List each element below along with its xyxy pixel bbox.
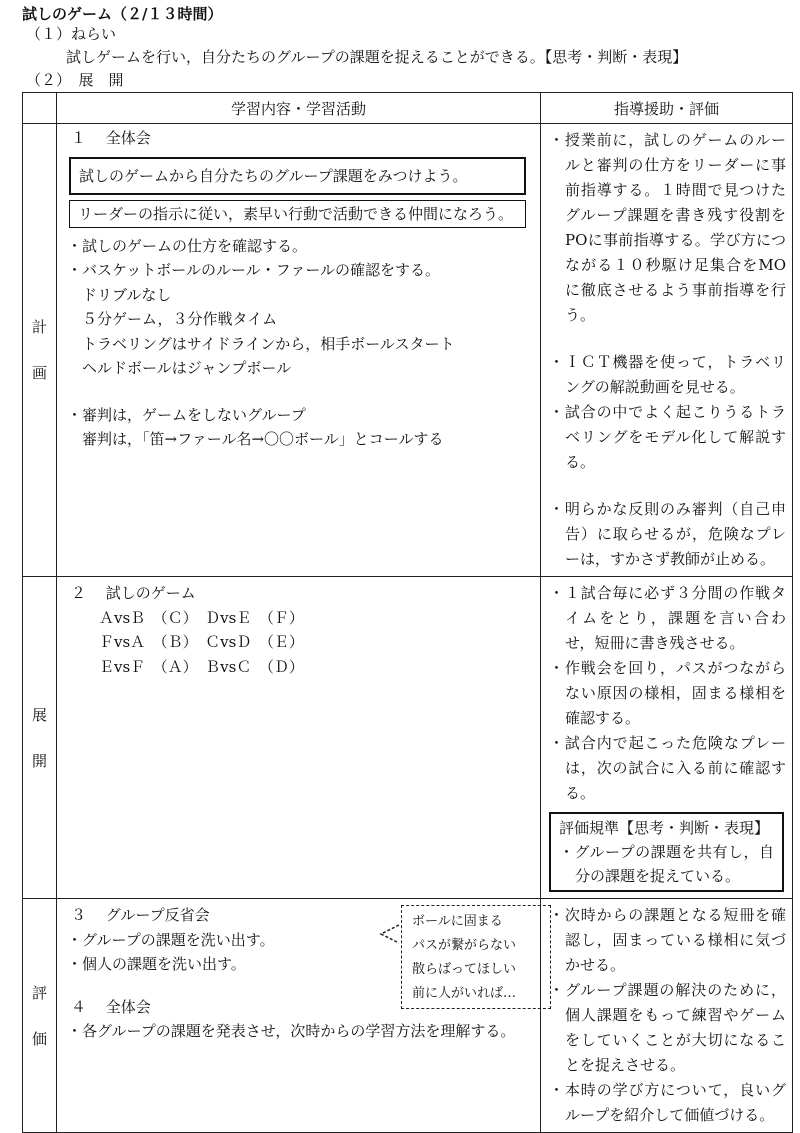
list-item: ・グループの課題を洗い出す。 [67, 930, 275, 949]
evaluation-activities [57, 899, 541, 1133]
list-item: ドリブルなし [67, 285, 172, 304]
speech-bubble [401, 905, 551, 1009]
planning-support [541, 124, 793, 577]
match-line: ＡvsＢ （Ｃ） ＤvsＥ （Ｆ） [99, 608, 304, 627]
evaluation-support [541, 899, 793, 1133]
list-item: ・各グループの課題を発表させ，次時からの学習方法を理解する。 [67, 1022, 516, 1040]
planning-row [23, 124, 793, 577]
planning-support-list [541, 124, 792, 576]
evaluation-criteria-box [549, 812, 784, 892]
aim-heading: （１）ねらい [26, 25, 117, 43]
document-title: 試しのゲーム（２/１３時間） [22, 5, 223, 23]
development-support [541, 577, 793, 899]
list-item: ・作戦会を回り，パスがつながらない原因の様相，固まる様相を確認する。 [549, 659, 786, 727]
col-header-activities: 学習内容・学習活動 [57, 93, 541, 124]
list-item: ・明らかな反則のみ審判（自己申告）に取らせるが，危険なプレーは，すかさず教師が止める。 [549, 500, 786, 568]
phase-char: 画 [31, 364, 47, 382]
list-item: トラベリングはサイドラインから，相手ボールスタート [67, 334, 455, 353]
development-row [23, 577, 793, 899]
phase-char: 価 [31, 1029, 47, 1048]
spacer [549, 328, 786, 350]
group-goal-text: リーダーの指示に従い，素早い行動で活動できる仲間になろう。 [78, 204, 514, 223]
lesson-goal-box: 試しのゲームから自分たちのグループ課題をみつけよう。 [69, 157, 526, 195]
aim-text: 試しゲームを行い，自分たちのグループの課題を捉えることができる。【思考・判断・表現】 [66, 48, 688, 66]
list-item: ・個人の課題を洗い出す。 [67, 955, 246, 973]
list-item: ・試合内で起こった危険なプレーは，次の試合に入る前に確認する。 [549, 734, 786, 802]
header-row [23, 93, 793, 124]
planning-activities [57, 124, 541, 577]
section-title: ２ 試しのゲーム [71, 584, 196, 602]
evaluation-criteria-title: 評価規準【思考・判断・表現】 [559, 819, 770, 837]
match-line: ＥvsＦ （Ａ） ＢvsＣ （Ｄ） [99, 657, 304, 676]
lesson-plan-table [22, 92, 793, 1133]
phase-char: 評 [31, 983, 47, 1002]
bubble-line: パスが繋がらない [412, 938, 517, 953]
col-header-support: 指導援助・評価 [541, 93, 793, 124]
phase-planning [23, 124, 57, 577]
section-title: １ 全体会 [71, 129, 151, 147]
section-title: ３ グループ反省会 [71, 906, 210, 924]
bubble-line: 前に人がいれば… [412, 986, 517, 1001]
list-item: ・審判は，ゲームをしないグループ [67, 405, 306, 424]
planning-activity-list [67, 234, 532, 452]
list-item: ・１試合毎に必ず３分間の作戦タイムをとり，課題を言い合わせ，短冊に書き残させる。 [549, 584, 786, 652]
phase-char: 開 [31, 751, 47, 770]
evaluation-row [23, 899, 793, 1133]
phase-char: 展 [31, 705, 47, 724]
development-support-list [549, 581, 786, 806]
list-item: ・バスケットボールのルール・ファールの確認をする。 [67, 261, 441, 279]
list-item: ・試しのゲームの仕方を確認する。 [67, 236, 308, 255]
bubble-line: 散らばってほしい [412, 962, 517, 977]
list-item: ５分ゲーム，３分作戦タイム [67, 310, 278, 328]
evaluation-support-list [541, 899, 792, 1132]
phase-development [23, 577, 57, 899]
list-item: ・ＩＣＴ機器を使って，トラベリングの解説動画を見せる。 [549, 353, 786, 396]
list-item [67, 381, 532, 403]
development-heading: （２） 展 開 [26, 71, 124, 89]
list-item: ・試合の中でよく起こりうるトラベリングをモデル化して解説する。 [549, 403, 786, 471]
list-item: ・グループ課題の解決のために，個人課題をもって練習やゲームをしていくことが大切になることを捉えさせる。 [549, 981, 786, 1074]
development-activities [57, 577, 541, 899]
corner-cell [23, 93, 57, 124]
section-title: ４ 全体会 [71, 997, 151, 1016]
bubble-line: ボールに固まる [412, 914, 503, 929]
list-item: ・次時からの課題となる短冊を確認し，固まっている様相に気づかせる。 [549, 906, 786, 974]
list-item: ヘルドボールはジャンプボール [67, 359, 292, 377]
speech-bubble-tail [379, 923, 401, 945]
spacer [549, 475, 786, 497]
evaluation-criteria-text: ・グループの課題を共有し，自分の課題を捉えている。 [559, 843, 774, 885]
list-item: ・本時の学び方について，良いグループを紹介して価値づける。 [549, 1081, 786, 1124]
match-line: ＦvsＡ （Ｂ） ＣvsＤ （Ｅ） [99, 633, 304, 651]
group-goal-box [69, 200, 526, 228]
list-item: 審判は，「笛→ファール名→〇〇ボール」とコールする [67, 430, 444, 448]
phase-evaluation [23, 899, 57, 1133]
list-item: ・授業前に，試しのゲームのルールと審判の仕方をリーダーに事前指導する。１時間で見つけたグループ課題を書き残す役割をPOに事前指導する。学び方につながる１０秒駆け足集合をMOに徹底させるよう事前指導を行う。 [549, 131, 786, 324]
phase-char: 計 [31, 318, 47, 336]
